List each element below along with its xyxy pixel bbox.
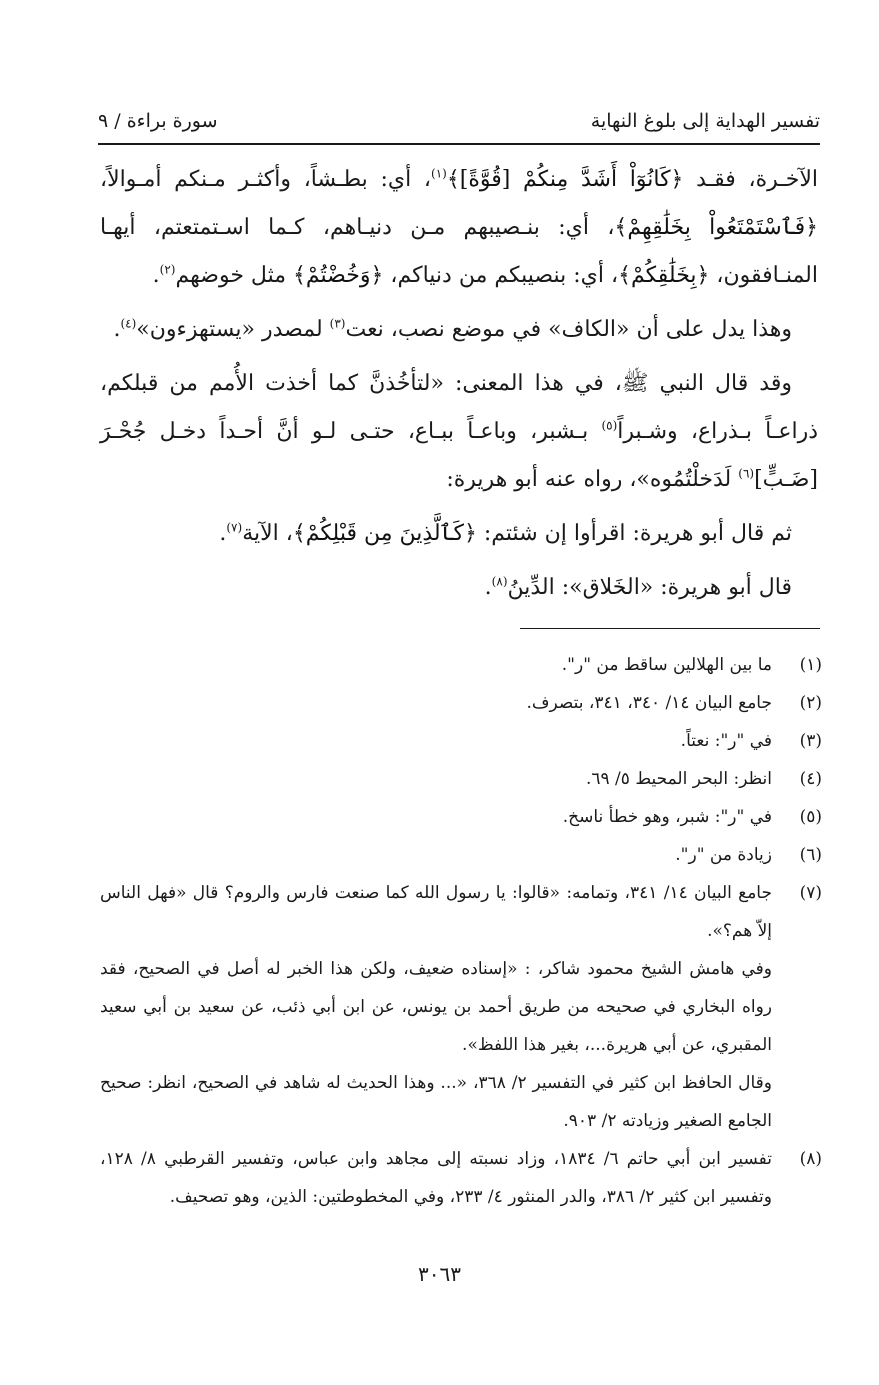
header-divider (98, 143, 820, 145)
footnote-number: (٥) (799, 807, 822, 827)
footnote-number: (٢) (799, 693, 822, 713)
quran-quote: ﴿كَٱلَّذِينَ مِن قَبْلِكُمْ﴾ (292, 521, 477, 546)
paragraph-1: الآخـرة، فقـد ﴿كَانُوٓاْ أَشَدَّ مِنكُمْ [قُوَّةً]﴾$^{(١)}$، أي: بطـشاً، وأكثـر مـنكم أمـوالاً، ﴿فَٱسْتَمْتَعُواْ بِخَلَٰقِهِمْ﴾، أي: بنـصيبهم مـن دنيـاهم، كـما اسـتمتعتم، أيهـا المنـافقون، ﴿بِخَلَٰقِكُمْ﴾، أي: بنصيبكم من دنياكم، ﴿وَخُضْتُمْ﴾ مثل خوضهم$^{(٢)}$. (100, 166, 818, 288)
surah-indicator: سورة براءة / ٩ (98, 110, 218, 132)
footnote-number: (١) (799, 655, 822, 675)
footnotes-section (100, 646, 822, 1216)
footnote-number: (٤) (799, 769, 822, 789)
footnote-ref[interactable]: (٤) (120, 316, 137, 331)
footnote-item (100, 836, 822, 874)
footnote-ref[interactable]: (٥) (601, 418, 618, 433)
footnote-text: جامع البيان ١٤/ ٣٤٠، ٣٤١، بتصرف. (526, 693, 772, 713)
footnote-text: زيادة من "ر". (675, 845, 772, 865)
quran-quote: ﴿وَخُضْتُمْ﴾ (292, 263, 384, 288)
footnote-item (100, 722, 822, 760)
footnote-text: في "ر": نعتاً. (680, 731, 772, 751)
footnote-ref[interactable]: (٨) (491, 574, 508, 589)
paragraph-2: وهذا يدل على أن «الكاف» في موضع نصب، نعت$^{(٣)}$ لمصدر «يستهزءون»$^{(٤)}$. (113, 316, 792, 342)
footnote-text: جامع البيان ١٤/ ٣٤١، وتمامه: «قالوا: يا رسول الله كما صنعت فارس والروم؟ قال «فهل الناس إلاّ هم؟». (100, 883, 772, 941)
main-text (100, 156, 818, 612)
footnote-number: (٨) (799, 1149, 822, 1169)
footnote-ref[interactable]: (٢) (159, 262, 176, 277)
footnote-item (100, 684, 822, 722)
footnote-text: وقال الحافظ ابن كثير في التفسير ٢/ ٣٦٨، «... وهذا الحديث له شاهد في الصحيح، انظر: صحيح الجامع الصغير وزيادته ٢/ ٩٠٣. (100, 1073, 772, 1131)
footnote-item (100, 798, 822, 836)
footnote-number: (٧) (799, 883, 822, 903)
footnote-number: (٣) (799, 731, 822, 751)
quran-quote: ﴿بِخَلَٰقِكُمْ﴾ (618, 263, 710, 288)
quran-quote: ﴿فَٱسْتَمْتَعُواْ بِخَلَٰقِهِمْ﴾ (614, 215, 818, 240)
footnote-ref[interactable]: (٣) (329, 316, 346, 331)
quran-quote: ﴿كَانُوٓاْ أَشَدَّ مِنكُمْ [قُوَّةً]﴾ (446, 167, 684, 192)
running-header (98, 104, 820, 138)
footnote-ref[interactable]: (٦) (738, 466, 755, 481)
book-title: تفسير الهداية إلى بلوغ النهاية (590, 110, 820, 132)
footnote-item (100, 874, 822, 1140)
footnote-text: في "ر": شبر، وهو خطأ ناسخ. (562, 807, 772, 827)
footnote-item (100, 1140, 822, 1216)
footnote-text: وفي هامش الشيخ محمود شاكر، : «إسناده ضعيف، ولكن هذا الخبر له أصل في الصحيح، فقد رواه البخاري في صحيحه من طريق أحمد بن يونس، عن ابن أبي ذئب، عن سعيد بن أبي سعيد المقبري، عن أبي هريرة...، بغير هذا اللفظ». (100, 959, 772, 1055)
paragraph-3: وقد قال النبي ﷺ، في هذا المعنى: «لتأخُذنَّ كما أخذت الأُمم من قبلكم، ذراعـاً بـذراع، وشـبراً$^{(٥)}$ بـشبر، وباعـاً ببـاع، حتـى لـو أنَّ أحـداً دخـل جُحْـرَ [ضَـبٍّ]$^{(٦)}$ لَدَخلْتُمُوه»، رواه عنه أبو هريرة: (100, 371, 818, 492)
footnote-ref[interactable]: (٧) (226, 520, 243, 535)
paragraph-5: قال أبو هريرة: «الخَلاق»: الدِّينُ$^{(٨)}$. (484, 574, 792, 600)
footnote-divider (520, 628, 820, 629)
footnote-text: تفسير ابن أبي حاتم ٦/ ١٨٣٤، وزاد نسبته إلى مجاهد وابن عباس، وتفسير القرطبي ٨/ ١٢٨، وتفسير ابن كثير ٢/ ٣٨٦، والدر المنثور ٤/ ٢٣٣، وفي المخطوطتين: الذين، وهو تصحيف. (100, 1149, 772, 1207)
page-number: ٣٠٦٣ (418, 1262, 461, 1286)
footnote-item (100, 646, 822, 684)
footnote-text: انظر: البحر المحيط ٥/ ٦٩. (585, 769, 772, 789)
paragraph-4: ثم قال أبو هريرة: اقرأوا إن شئتم: ﴿كَٱلَّذِينَ مِن قَبْلِكُمْ﴾، الآية$^{(٧)}$. (219, 520, 792, 546)
footnote-text: ما بين الهلالين ساقط من "ر". (561, 655, 772, 675)
footnote-ref[interactable]: (١) (431, 166, 447, 181)
footnote-number: (٦) (799, 845, 822, 865)
footnote-item (100, 760, 822, 798)
